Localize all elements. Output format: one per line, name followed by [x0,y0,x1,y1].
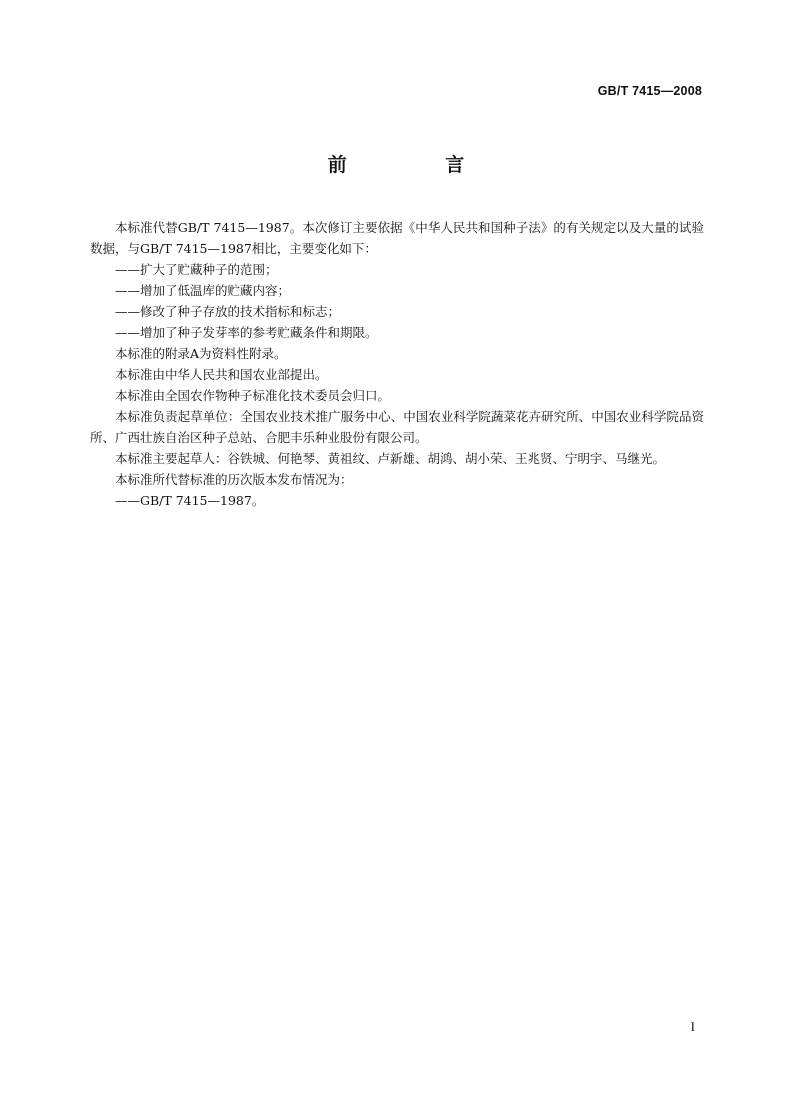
list-item-change-3: ——修改了种子存放的技术指标和标志； [115,304,341,319]
page-title: 前 言 [327,154,511,176]
paragraph-drafters: 本标准主要起草人：谷铁城、何艳琴、黄祖纹、卢新雄、胡鸿、胡小荣、王兆贤、宁明宇、马继光。 [115,451,666,466]
paragraph-proposer: 本标准由中华人民共和国农业部提出。 [115,367,328,382]
list-item-change-2: ——增加了低温库的贮藏内容； [115,283,291,298]
paragraph-appendix-note: 本标准的附录A为资料性附录。 [115,346,287,361]
document-body [90,217,704,511]
list-item-change-4: ——增加了种子发芽率的参考贮藏条件和期限。 [115,325,378,340]
paragraph-drafting-units: 本标准负责起草单位：全国农业技术推广服务中心、中国农业科学院蔬菜花卉研究所、中国农业科学院品资所、广西壮族自治区种子总站、合肥丰乐种业股份有限公司。 [90,409,704,445]
paragraph-committee: 本标准由全国农作物种子标准化技术委员会归口。 [115,388,391,403]
paragraph-history-intro: 本标准所代替标准的历次版本发布情况为： [115,472,353,487]
page-number: I [690,1019,695,1034]
list-item-history-1: ——GB/T 7415—1987。 [115,493,265,508]
paragraph-replacement-note: 本标准代替GB/T 7415—1987。本次修订主要依据《中华人民共和国种子法》的有关规定以及大量的试验数据，与GB/T 7415—1987相比，主要变化如下： [90,220,704,256]
list-item-change-1: ——扩大了贮藏种子的范围； [115,262,278,277]
standard-code: GB/T 7415—2008 [597,84,702,98]
